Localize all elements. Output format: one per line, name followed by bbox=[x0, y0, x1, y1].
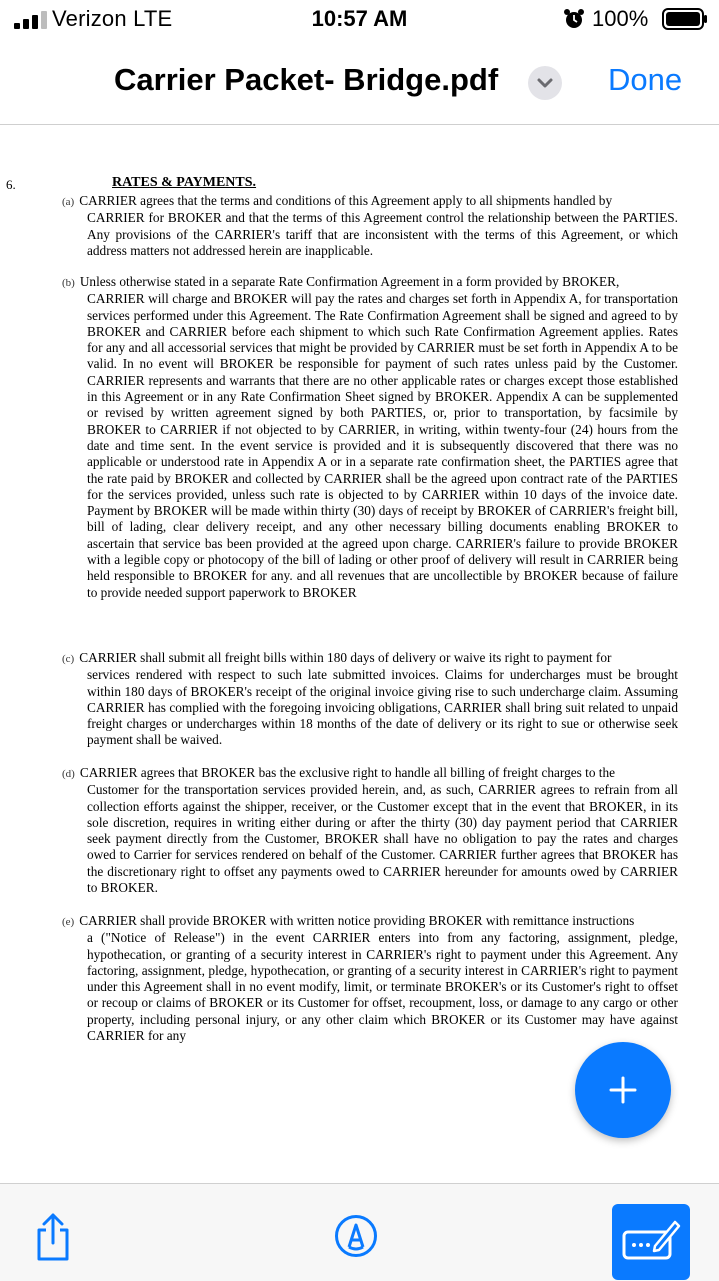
paragraph-d bbox=[62, 765, 678, 896]
paragraph-first-line: CARRIER shall provide BROKER with written notice providing BROKER with remittance instructions bbox=[79, 913, 635, 928]
paragraph-first-line: CARRIER agrees that BROKER bas the exclusive right to handle all billing of freight charges to the bbox=[79, 765, 616, 780]
bottom-toolbar bbox=[0, 1183, 719, 1281]
battery-percent: 100% bbox=[592, 6, 649, 31]
markup-pen-icon[interactable] bbox=[334, 1214, 378, 1258]
form-fill-icon bbox=[621, 1214, 681, 1270]
paragraph-c bbox=[62, 650, 678, 749]
paragraph-b bbox=[62, 274, 678, 601]
paragraph-body: Customer for the transportation services provided herein, and, as such, CARRIER agrees to refrain from all collection efforts against the shipper, receiver, or the Customer except that in the event that BROKER, in its sole discretion, requires in writing either during or after the thirty (30) day payment period that CARRIER seek payment directly from the Customer, BROKER shall have no obligation to pay the rates and charges owed to Carrier for services rendered on behalf of the Customer. CARRIER further agrees that BROKER has the discretionary right to offset any payments owed to CARRIER hereunder for amounts owed by CARRIER to BROKER. bbox=[87, 782, 678, 896]
share-icon[interactable] bbox=[32, 1212, 74, 1262]
section-number: 6. bbox=[6, 177, 16, 192]
paragraph-label: (c) bbox=[62, 653, 75, 665]
carrier-label: Verizon LTE bbox=[52, 6, 173, 31]
paragraph-body: CARRIER will charge and BROKER will pay the rates and charges set forth in Appendix A, for transportation services performed under this Agreement. The Rate Confirmation Agreement shall be signed and agreed to by BROKER and CARRIER before each shipment to which such Rate Confirmation Agreement applies. Rates for any and all accessorial services that might be provided by CARRIER must be set forth in Appendix A to be valid. In no event will BROKER be responsible for payment of such rates unless paid by the Customer. CARRIER represents and warrants that there are no other applicable rates or charges except those established in this Agreement or in any Rate Confirmation Sheet signed by BROKER. Appendix A can be supplemented or revised by written agreement signed by both PARTIES, or, prior to transportation, by facsimile by BROKER to CARRIER if not objected to by CARRIER, in writing, within twenty-four (24) hours from the date and time sent. In the event service is provided and it is subsequently discovered that there was no applicable or understood rate in Appendix A or in a separate rate confirmation sheet, the PARTIES agree that the rate paid by BROKER and collected by CARRIER shall be the agreed upon contract rate of the PARTIES for the services provided, unless such rate is objected to by CARRIER within 10 days of the invoice date. Payment by BROKER will be made within thirty (30) days of receipt by BROKER of CARRIER's freight bill, bill of lading, clear delivery receipt, and any other necessary billing documents enabling BROKER to ascertain that service bas been provided at the agreed upon charge. CARRIER's failure to provide BROKER with a legible copy or photocopy of the bill of lading or other proof of delivery will result in CARRIER being held responsible to BROKER for any. and all revenues that are uncollectible by BROKER because of failure to provide needed support paperwork to BROKER bbox=[87, 291, 678, 600]
title-menu-button[interactable] bbox=[528, 66, 562, 100]
battery-full-icon bbox=[662, 8, 708, 30]
chevron-down-icon bbox=[528, 66, 562, 100]
pdf-page[interactable] bbox=[0, 125, 719, 1182]
paragraph-label: (e) bbox=[62, 916, 75, 928]
form-fill-button[interactable] bbox=[612, 1204, 690, 1280]
paragraph-body: services rendered with respect to such late submitted invoices. Claims for undercharges must be brought within 180 days of BROKER's receipt of the original invoice giving rise to such undercharge claim. Assuming CARRIER has complied with the foregoing invoicing obligations, CARRIER shall bring suit related to unpaid freight charges or undercharges within 18 months of the date of delivery or its right to sue or otherwise seek payment shall be waived. bbox=[87, 667, 678, 748]
alarm-clock-icon bbox=[563, 8, 585, 30]
add-button[interactable] bbox=[575, 1042, 671, 1138]
done-button[interactable]: Done bbox=[608, 62, 683, 97]
plus-icon bbox=[607, 1074, 639, 1106]
paragraph-body: CARRIER for BROKER and that the terms of this Agreement control the relationship between the PARTIES. Any provisions of the CARRIER's tariff that are inconsistent with the terms of this Agreement, or which address matters not addressed herein are inapplicable. bbox=[87, 210, 678, 258]
status-time: 10:57 AM bbox=[311, 6, 408, 31]
navigation-bar bbox=[0, 40, 719, 125]
section-title: RATES & PAYMENTS. bbox=[112, 175, 257, 190]
status-bar bbox=[0, 0, 719, 40]
paragraph-a bbox=[62, 193, 678, 259]
paragraph-label: (b) bbox=[62, 277, 75, 289]
paragraph-label: (a) bbox=[62, 196, 75, 208]
paragraph-first-line: CARRIER agrees that the terms and conditions of this Agreement apply to all shipments handled by bbox=[79, 193, 613, 208]
paragraph-body: a ("Notice of Release") in the event CARRIER enters into from any factoring, assignment, pledge, hypothecation, or granting of a security interest in CARRIER's right to payment under this Agreement. Any factoring, assignment, pledge, hypothecation, or granting of a security interest in CARRIER's right to payment under this Agreement shall in no event modify, limit, or terminate BROKER's or its Customer's right to offset or recoup or claims of BROKER or its Customer for offset, recoupment, loss, or damage to any cargo or other property, including personal injury, or any other claim which BROKER or its Customer may have against CARRIER for any bbox=[87, 930, 678, 1044]
paragraph-first-line: Unless otherwise stated in a separate Rate Confirmation Agreement in a form provided by BROKER, bbox=[79, 274, 620, 289]
document-title: Carrier Packet- Bridge.pdf bbox=[114, 62, 499, 97]
paragraph-label: (d) bbox=[62, 768, 75, 780]
paragraph-e bbox=[62, 913, 678, 1044]
paragraph-first-line: CARRIER shall submit all freight bills within 180 days of delivery or waive its right to payment for bbox=[79, 650, 612, 665]
